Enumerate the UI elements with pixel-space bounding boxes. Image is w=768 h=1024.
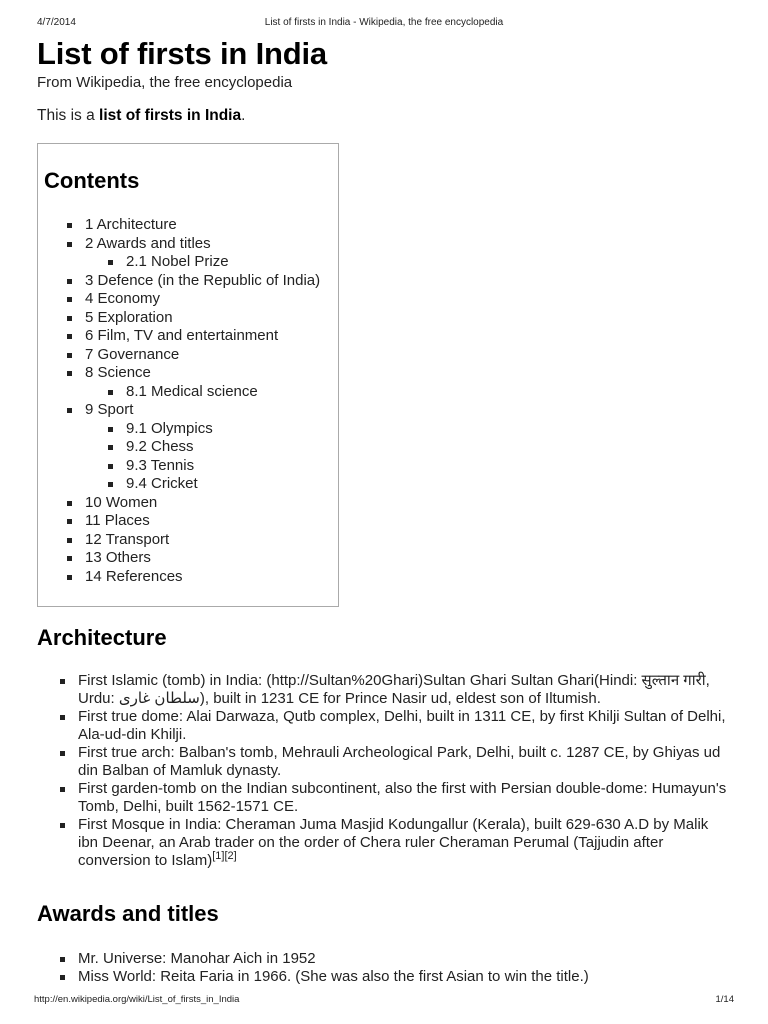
bullet-icon bbox=[67, 371, 72, 376]
list-item bbox=[59, 780, 727, 816]
list-item-text: First garden-tomb on the Indian subcontinent, also the first with Persian double-dome: Humayun's Tomb, Delhi, built 1562-1571 CE. bbox=[78, 780, 727, 815]
toc-item[interactable] bbox=[66, 568, 320, 587]
toc-item[interactable] bbox=[66, 549, 320, 568]
toc-item[interactable] bbox=[66, 346, 320, 365]
bullet-icon bbox=[67, 538, 72, 543]
bullet-icon bbox=[67, 279, 72, 284]
bullet-icon bbox=[67, 519, 72, 524]
print-footer bbox=[0, 994, 768, 1008]
page-number: 1/14 bbox=[715, 994, 734, 1005]
toc-item-label[interactable]: 9.3 Tennis bbox=[126, 456, 195, 474]
toc-item[interactable] bbox=[66, 531, 320, 550]
toc-item-label[interactable]: 6 Film, TV and entertainment bbox=[85, 327, 279, 344]
intro-bold-link[interactable]: list of firsts in India bbox=[99, 107, 242, 124]
toc-item-label[interactable]: 14 References bbox=[85, 567, 183, 585]
toc-item[interactable] bbox=[66, 235, 320, 254]
toc-title: Contents bbox=[44, 168, 140, 193]
bullet-icon bbox=[60, 957, 65, 962]
bullet-icon bbox=[108, 445, 113, 450]
bullet-icon bbox=[60, 975, 65, 980]
toc-item-label[interactable]: 1 Architecture bbox=[85, 216, 177, 233]
print-url: http://en.wikipedia.org/wiki/List_of_firsts_in_India bbox=[34, 994, 240, 1005]
list-item bbox=[59, 672, 727, 708]
toc-item[interactable] bbox=[66, 290, 320, 309]
toc-item[interactable] bbox=[66, 216, 320, 235]
toc-item[interactable] bbox=[66, 309, 320, 328]
bullet-icon bbox=[108, 390, 113, 395]
architecture-list bbox=[59, 672, 727, 870]
toc-item[interactable] bbox=[66, 364, 320, 383]
site-subtitle: From Wikipedia, the free encyclopedia bbox=[37, 74, 293, 91]
list-item-text: Mr. Universe: Manohar Aich in 1952 bbox=[78, 950, 316, 967]
list-item bbox=[59, 744, 727, 780]
toc-item[interactable] bbox=[66, 438, 320, 457]
bullet-icon bbox=[67, 556, 72, 561]
toc-item[interactable] bbox=[66, 272, 320, 291]
toc-item-label[interactable]: 3 Defence (in the Republic of India) bbox=[85, 271, 321, 289]
toc-item[interactable] bbox=[66, 383, 320, 402]
toc-item[interactable] bbox=[66, 401, 320, 420]
list-item-text: First true dome: Alai Darwaza, Qutb complex, Delhi, built in 1311 CE, by first Khilji Sultan of Delhi, Ala-ud-din Khilji. bbox=[78, 708, 726, 743]
print-header bbox=[0, 17, 768, 31]
toc-item-label[interactable]: 8 Science bbox=[85, 364, 151, 381]
toc-item-label[interactable]: 10 Women bbox=[85, 493, 158, 511]
list-item-text: First Islamic (tomb) in India: (http://Sultan%20Ghari)Sultan Ghari Sultan Ghari(Hindi: सुल्तान गारी, Urdu: سلطان غاری), built in 1231 CE for Prince Nasir ud, eldest son of Iltumish. bbox=[78, 672, 710, 707]
toc-item-label[interactable]: 12 Transport bbox=[85, 530, 170, 548]
bullet-icon bbox=[60, 787, 65, 792]
bullet-icon bbox=[67, 223, 72, 228]
list-item-text: First Mosque in India: Cheraman Juma Masjid Kodungallur (Kerala), built 629-630 A.D by Malik ibn Deenar, an Arab trader on the order of Chera ruler Cheraman Perumal (Tajjudin after conversion to Islam) bbox=[78, 816, 709, 869]
intro-paragraph bbox=[37, 106, 737, 126]
toc-item[interactable] bbox=[66, 475, 320, 494]
bullet-icon bbox=[67, 242, 72, 247]
bullet-icon bbox=[67, 334, 72, 339]
section-heading-architecture: Architecture bbox=[37, 625, 167, 650]
bullet-icon bbox=[67, 501, 72, 506]
section-awards bbox=[37, 900, 737, 986]
article-content bbox=[37, 36, 737, 985]
list-item bbox=[59, 708, 727, 744]
toc-item-label[interactable]: 8.1 Medical science bbox=[126, 382, 258, 400]
toc-item-label[interactable]: 9.1 Olympics bbox=[126, 419, 213, 437]
bullet-icon bbox=[67, 297, 72, 302]
bullet-icon bbox=[67, 353, 72, 358]
section-architecture bbox=[37, 624, 737, 870]
bullet-icon bbox=[60, 679, 65, 684]
toc-item-label[interactable]: 9 Sport bbox=[85, 401, 134, 418]
bullet-icon bbox=[108, 482, 113, 487]
toc-item-label[interactable]: 5 Exploration bbox=[85, 308, 173, 326]
bullet-icon bbox=[108, 464, 113, 469]
toc-item[interactable] bbox=[66, 420, 320, 439]
bullet-icon bbox=[60, 751, 65, 756]
toc-item-label[interactable]: 9.4 Cricket bbox=[126, 475, 198, 492]
page-title: List of firsts in India bbox=[37, 36, 327, 71]
print-page-title: List of firsts in India - Wikipedia, the free encyclopedia bbox=[264, 17, 504, 28]
bullet-icon bbox=[108, 427, 113, 432]
list-item bbox=[59, 950, 727, 968]
list-item-text: Miss World: Reita Faria in 1966. (She was also the first Asian to win the title.) bbox=[78, 968, 589, 985]
toc-item-label[interactable]: 7 Governance bbox=[85, 345, 180, 363]
toc-item[interactable] bbox=[66, 457, 320, 476]
bullet-icon bbox=[67, 316, 72, 321]
toc-item-label[interactable]: 13 Others bbox=[85, 549, 151, 566]
table-of-contents bbox=[37, 143, 339, 607]
toc-item[interactable] bbox=[66, 327, 320, 346]
toc-item-label[interactable]: 4 Economy bbox=[85, 290, 161, 307]
toc-item-label[interactable]: 11 Places bbox=[85, 512, 150, 529]
bullet-icon bbox=[108, 260, 113, 265]
section-heading-awards: Awards and titles bbox=[37, 901, 219, 926]
intro-suffix: . bbox=[241, 107, 246, 124]
bullet-icon bbox=[60, 823, 65, 828]
awards-list bbox=[59, 950, 727, 986]
toc-item-label[interactable]: 2 Awards and titles bbox=[85, 234, 211, 252]
toc-item[interactable] bbox=[66, 253, 320, 272]
bullet-icon bbox=[67, 575, 72, 580]
toc-item-label[interactable]: 9.2 Chess bbox=[126, 438, 194, 455]
bullet-icon bbox=[67, 408, 72, 413]
list-item bbox=[59, 816, 727, 870]
reference-link[interactable]: [1][2] bbox=[212, 850, 237, 862]
toc-item[interactable] bbox=[66, 512, 320, 531]
intro-prefix: This is a bbox=[37, 107, 100, 124]
toc-item[interactable] bbox=[66, 494, 320, 513]
list-item bbox=[59, 968, 727, 986]
print-date: 4/7/2014 bbox=[37, 17, 76, 28]
toc-item-label[interactable]: 2.1 Nobel Prize bbox=[126, 253, 229, 270]
toc-list bbox=[66, 216, 320, 586]
bullet-icon bbox=[60, 715, 65, 720]
list-item-text: First true arch: Balban's tomb, Mehrauli Archeological Park, Delhi, built c. 1287 CE, by Ghiyas ud din Balban of Mamluk dynasty. bbox=[78, 744, 721, 779]
